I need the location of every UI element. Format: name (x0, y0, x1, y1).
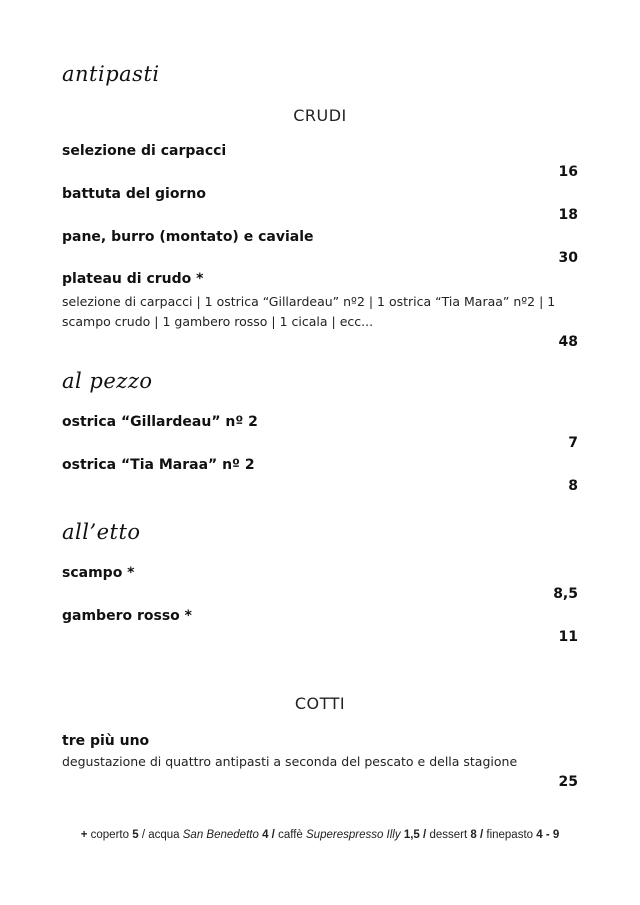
menu-item-name: tre più uno (62, 733, 150, 749)
menu-item-description: selezione di carpacci | 1 ostrica “Gillardeau” nº2 | 1 ostrica “Tia Maraa” nº2 | 1 scampo crudo | 1 gambero rosso | 1 cicala | ecc... (62, 294, 556, 329)
menu-item-name: ostrica “Gillardeau” nº 2 (62, 414, 258, 430)
footer-separator: / (141, 829, 146, 841)
menu-item-name: ostrica “Tia Maraa” nº 2 (62, 457, 255, 473)
all-etto-heading: all’etto (62, 520, 141, 544)
menu-item-name: selezione di carpacci (62, 143, 227, 159)
footer-finepasto-price: 4 - 9 (536, 829, 560, 841)
footer-caffe-brand: Superespresso Illy (306, 829, 401, 841)
menu-item-name: pane, burro (montato) e caviale (62, 229, 314, 245)
menu-item-name: scampo * (62, 565, 135, 581)
menu-item-description: degustazione di quattro antipasti a seconda del pescato e della stagione (62, 754, 518, 769)
footer-acqua-label: acqua (148, 829, 180, 841)
crudi-section-title: CRUDI (293, 106, 347, 125)
footer-acqua-price: 4 (262, 829, 269, 841)
menu-item-price: 48 (558, 334, 578, 350)
menu-item-price: 7 (568, 435, 578, 451)
menu-item-price: 30 (558, 250, 578, 266)
menu-item-price: 25 (558, 774, 578, 790)
menu-item-price: 18 (558, 207, 578, 223)
footer-acqua-brand: San Benedetto (182, 829, 259, 841)
al-pezzo-heading: al pezzo (62, 369, 153, 393)
footer-separator: / (271, 829, 275, 841)
footer-finepasto-label: finepasto (486, 829, 534, 841)
menu-footer (0, 829, 640, 841)
footer-coperto-price: 5 (132, 829, 139, 841)
footer-caffe-price: 1,5 (403, 829, 420, 841)
cotti-section-title: COTTI (294, 694, 346, 713)
menu-item-price: 11 (558, 629, 578, 645)
footer-caffe-label: caffè (278, 829, 303, 841)
menu-item-price: 8,5 (553, 586, 578, 602)
menu-item-name: gambero rosso * (62, 608, 192, 624)
footer-separator: / (423, 829, 427, 841)
footer-plus: + (80, 829, 88, 841)
menu-item-name: battuta del giorno (62, 186, 206, 202)
footer-dessert-label: dessert (429, 829, 468, 841)
antipasti-heading: antipasti (62, 62, 160, 86)
footer-coperto-label: coperto (90, 829, 129, 841)
menu-item-price: 8 (568, 478, 578, 494)
footer-separator: / (479, 829, 484, 841)
menu-item-name: plateau di crudo * (62, 271, 204, 287)
footer-dessert-price: 8 (470, 829, 477, 841)
menu-item-price: 16 (558, 164, 578, 180)
